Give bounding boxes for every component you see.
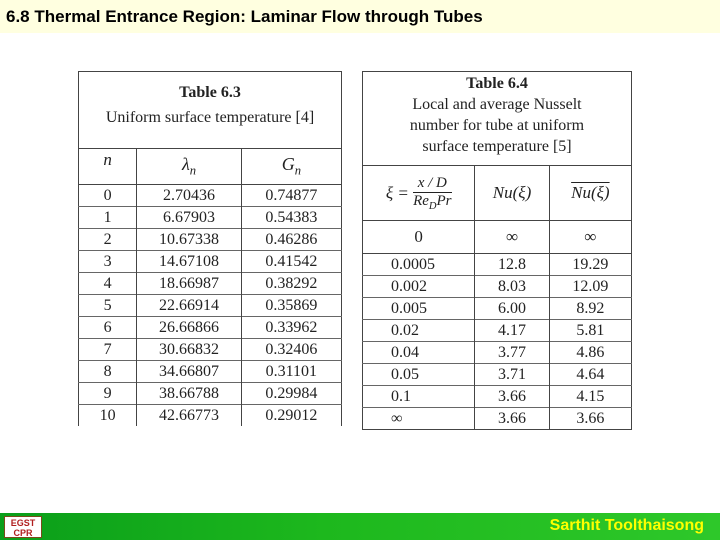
cell: 9 bbox=[79, 383, 137, 405]
cell: 0.1 bbox=[363, 386, 475, 408]
cell: 12.8 bbox=[475, 254, 549, 276]
cell: 0.05 bbox=[363, 364, 475, 386]
cell: 5 bbox=[79, 295, 137, 317]
slide-title: 6.8 Thermal Entrance Region: Laminar Flow through Tubes bbox=[6, 7, 483, 26]
table-6-3 bbox=[78, 71, 342, 426]
table-title: Table 6.3 bbox=[179, 84, 241, 101]
cell: 7 bbox=[79, 339, 137, 361]
cell: 0.46286 bbox=[241, 229, 341, 251]
cell: 0.29984 bbox=[241, 383, 341, 405]
header-g bbox=[241, 149, 341, 185]
table-row bbox=[363, 364, 632, 386]
cell: 2 bbox=[79, 229, 137, 251]
table-row bbox=[363, 254, 632, 276]
table-row bbox=[79, 229, 342, 251]
cell: 8.03 bbox=[475, 276, 549, 298]
fraction-numerator: x / D bbox=[413, 175, 451, 193]
xi-fraction bbox=[413, 175, 451, 212]
table-row bbox=[79, 295, 342, 317]
cell: 0 bbox=[363, 221, 475, 254]
cell: 4.86 bbox=[549, 342, 631, 364]
title-bar bbox=[0, 0, 720, 33]
table-title: Table 6.4 bbox=[466, 75, 528, 92]
cell: 3.77 bbox=[475, 342, 549, 364]
cell: 3 bbox=[79, 251, 137, 273]
cell: 0.31101 bbox=[241, 361, 341, 383]
table-header-row bbox=[363, 166, 632, 221]
cell: 0.005 bbox=[363, 298, 475, 320]
table-row bbox=[79, 405, 342, 427]
subtitle-line: surface temperature [5] bbox=[422, 138, 572, 155]
cell: 0.35869 bbox=[241, 295, 341, 317]
cell: 5.81 bbox=[549, 320, 631, 342]
cell: 0.04 bbox=[363, 342, 475, 364]
cell: ∞ bbox=[549, 221, 631, 254]
cell: 22.66914 bbox=[137, 295, 241, 317]
header-nu-average: Nu(ξ) bbox=[549, 166, 631, 221]
header-lambda bbox=[137, 149, 241, 185]
subtitle-line: number for tube at uniform bbox=[409, 117, 585, 134]
cell: 0.54383 bbox=[241, 207, 341, 229]
table-row bbox=[79, 251, 342, 273]
table-row-zero bbox=[363, 221, 632, 254]
cell: 0.32406 bbox=[241, 339, 341, 361]
g-symbol: G bbox=[281, 154, 295, 175]
table-caption-row bbox=[79, 72, 342, 149]
cell: 4 bbox=[79, 273, 137, 295]
footer-bar bbox=[0, 513, 720, 540]
table-row bbox=[363, 342, 632, 364]
cell: 10.67338 bbox=[137, 229, 241, 251]
lambda-symbol: λ bbox=[181, 154, 190, 175]
table-row bbox=[79, 317, 342, 339]
table-row bbox=[363, 298, 632, 320]
cell: ∞ bbox=[475, 221, 549, 254]
cell: 0.33962 bbox=[241, 317, 341, 339]
cell: 4.17 bbox=[475, 320, 549, 342]
cell: 3.66 bbox=[475, 408, 549, 430]
author-name: Sarthit Toolthaisong bbox=[549, 517, 704, 534]
subtitle-line: Local and average Nusselt bbox=[412, 96, 582, 113]
cell: 38.66788 bbox=[137, 383, 241, 405]
fraction-denominator: $Re_DPr$ bbox=[413, 192, 452, 212]
table-body bbox=[79, 185, 342, 427]
cell: 26.66866 bbox=[137, 317, 241, 339]
table-subtitle bbox=[363, 94, 631, 157]
g-subscript: n bbox=[294, 163, 301, 178]
cell: 42.66773 bbox=[137, 405, 241, 427]
lambda-subscript: n bbox=[189, 163, 197, 178]
header-n: n bbox=[79, 149, 137, 185]
header-xi bbox=[363, 166, 475, 221]
cell: 0 bbox=[79, 185, 137, 207]
cell: 0.29012 bbox=[241, 405, 341, 427]
table-header-row bbox=[79, 149, 342, 185]
table-6-4 bbox=[362, 71, 632, 430]
cell: 2.70436 bbox=[137, 185, 241, 207]
cell: 6 bbox=[79, 317, 137, 339]
cell: 4.64 bbox=[549, 364, 631, 386]
cell: 10 bbox=[79, 405, 137, 427]
cell: 34.66807 bbox=[137, 361, 241, 383]
table-body bbox=[363, 254, 632, 430]
table-row bbox=[79, 339, 342, 361]
institution-logo: EGST CPR bbox=[4, 516, 42, 538]
table-row bbox=[363, 408, 632, 430]
cell: 0.74877 bbox=[241, 185, 341, 207]
table-row bbox=[79, 361, 342, 383]
cell: 6.67903 bbox=[137, 207, 241, 229]
cell: 8 bbox=[79, 361, 137, 383]
cell: 30.66832 bbox=[137, 339, 241, 361]
cell: 0.41542 bbox=[241, 251, 341, 273]
cell: 0.38292 bbox=[241, 273, 341, 295]
cell: 0.002 bbox=[363, 276, 475, 298]
cell: 1 bbox=[79, 207, 137, 229]
cell: 19.29 bbox=[549, 254, 631, 276]
xi-symbol: ξ = bbox=[385, 183, 409, 202]
cell: 18.66987 bbox=[137, 273, 241, 295]
cell: ∞ bbox=[363, 408, 475, 430]
table-row bbox=[363, 276, 632, 298]
cell: 0.0005 bbox=[363, 254, 475, 276]
table-subtitle: Uniform surface temperature [4] bbox=[105, 109, 315, 126]
cell: 3.71 bbox=[475, 364, 549, 386]
table-row bbox=[79, 185, 342, 207]
table-row bbox=[363, 386, 632, 408]
cell: 4.15 bbox=[549, 386, 631, 408]
table-row bbox=[363, 320, 632, 342]
cell: 12.09 bbox=[549, 276, 631, 298]
table-caption-row bbox=[363, 72, 632, 166]
cell: 14.67108 bbox=[137, 251, 241, 273]
cell: 6.00 bbox=[475, 298, 549, 320]
cell: 0.02 bbox=[363, 320, 475, 342]
header-nu: Nu(ξ) bbox=[475, 166, 549, 221]
cell: 3.66 bbox=[549, 408, 631, 430]
cell: 8.92 bbox=[549, 298, 631, 320]
table-row bbox=[79, 383, 342, 405]
table-row bbox=[79, 207, 342, 229]
cell: 3.66 bbox=[475, 386, 549, 408]
table-row bbox=[79, 273, 342, 295]
